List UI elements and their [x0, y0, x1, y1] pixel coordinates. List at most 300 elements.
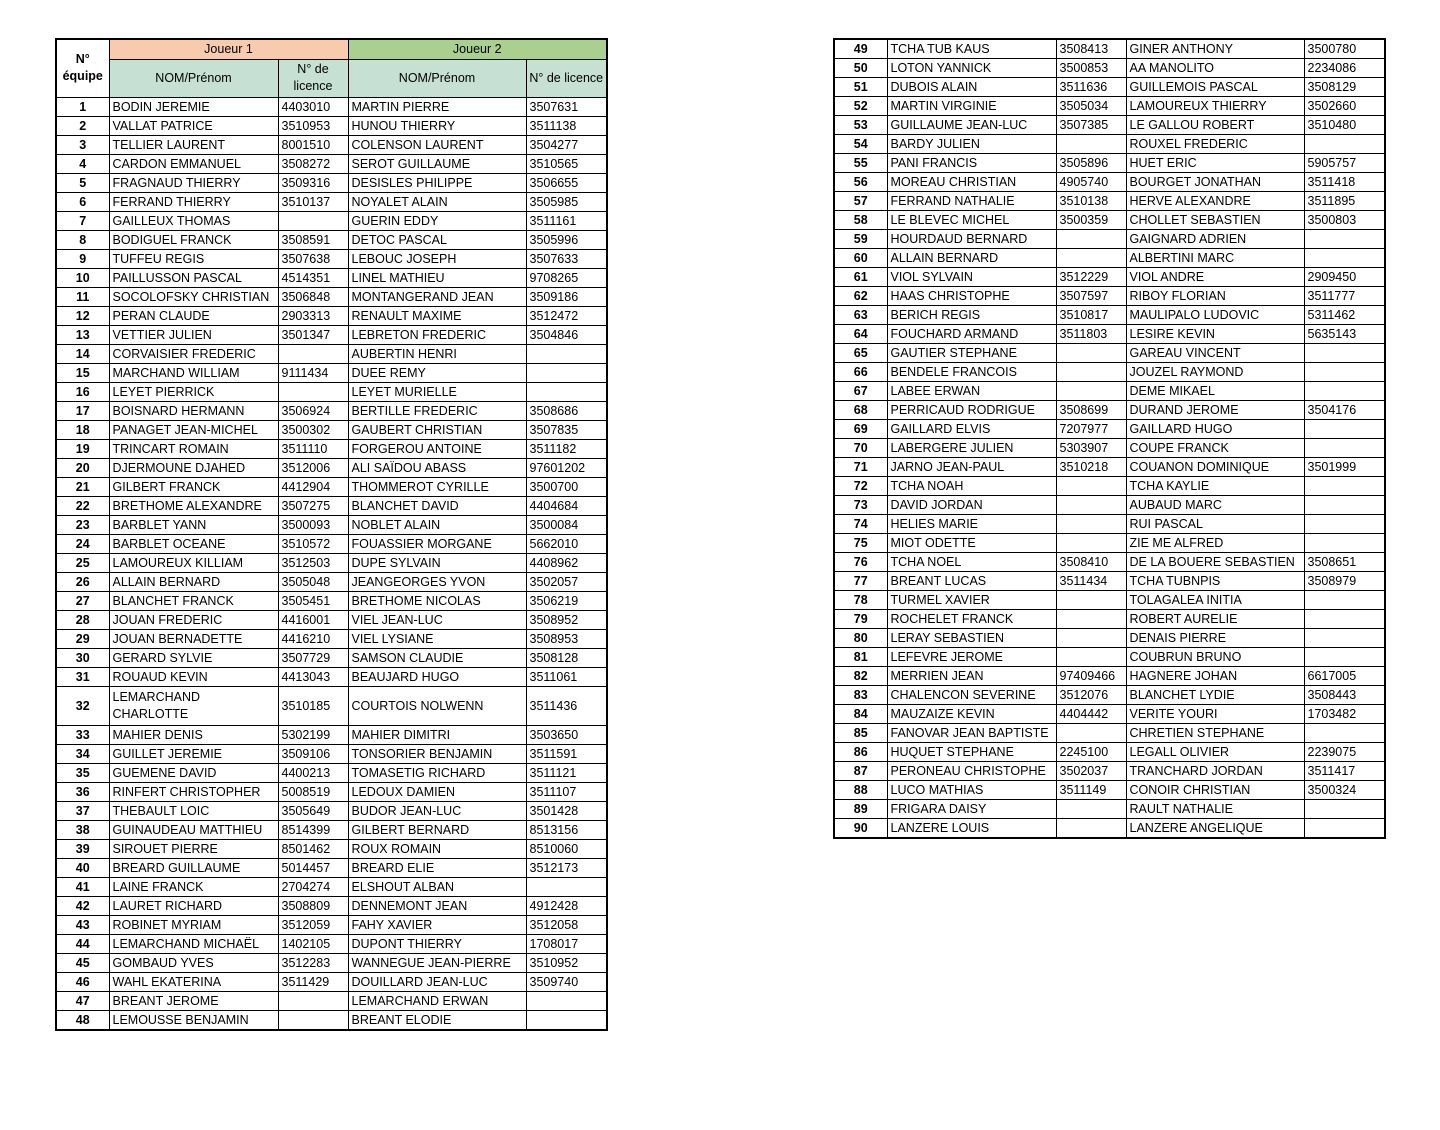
player2-name: GAIGNARD ADRIEN — [1126, 230, 1304, 249]
player1-licence: 3508272 — [278, 154, 348, 173]
player2-licence — [1304, 819, 1385, 839]
player2-name: BREANT ELODIE — [348, 1010, 526, 1030]
player1-name: TCHA NOAH — [887, 477, 1056, 496]
team-number: 45 — [56, 953, 109, 972]
player2-name: ROBERT AURELIE — [1126, 610, 1304, 629]
table-row — [834, 591, 1385, 610]
team-number: 54 — [834, 135, 887, 154]
player1-licence: 2245100 — [1056, 743, 1126, 762]
player2-name: TONSORIER BENJAMIN — [348, 744, 526, 763]
team-number: 23 — [56, 515, 109, 534]
table-row — [834, 382, 1385, 401]
team-number: 27 — [56, 591, 109, 610]
player1-licence: 3506924 — [278, 401, 348, 420]
player2-licence: 3502660 — [1304, 97, 1385, 116]
team-number: 69 — [834, 420, 887, 439]
player1-licence — [1056, 629, 1126, 648]
player2-licence — [1304, 363, 1385, 382]
table-row — [56, 572, 607, 591]
table-row — [56, 116, 607, 135]
table-row — [56, 401, 607, 420]
player1-licence: 3508410 — [1056, 553, 1126, 572]
player1-licence: 3512503 — [278, 553, 348, 572]
team-number: 32 — [56, 686, 109, 725]
player2-name: DEME MIKAEL — [1126, 382, 1304, 401]
player1-licence: 3512059 — [278, 915, 348, 934]
player2-name: RUI PASCAL — [1126, 515, 1304, 534]
table-row — [56, 744, 607, 763]
table-row — [56, 154, 607, 173]
player1-licence — [278, 211, 348, 230]
player2-name: DURAND JEROME — [1126, 401, 1304, 420]
team-number: 51 — [834, 78, 887, 97]
table-row — [834, 78, 1385, 97]
player1-licence: 3501347 — [278, 325, 348, 344]
player1-name: THEBAULT LOIC — [109, 801, 278, 820]
player1-name: TUFFEU REGIS — [109, 249, 278, 268]
table-row — [56, 363, 607, 382]
team-number-header: N° équipe — [56, 39, 109, 97]
team-number: 6 — [56, 192, 109, 211]
player1-name: PERRICAUD RODRIGUE — [887, 401, 1056, 420]
player2-licence: 3511121 — [526, 763, 607, 782]
player2-name: LEYET MURIELLE — [348, 382, 526, 401]
player1-licence: 3511803 — [1056, 325, 1126, 344]
player2-licence: 3500803 — [1304, 211, 1385, 230]
player1-name: BENDELE FRANCOIS — [887, 363, 1056, 382]
player1-licence: 3510218 — [1056, 458, 1126, 477]
table-row — [56, 972, 607, 991]
player2-licence: 3503650 — [526, 725, 607, 744]
player1-licence: 2903313 — [278, 306, 348, 325]
player2-name: VIOL ANDRE — [1126, 268, 1304, 287]
table-row — [56, 458, 607, 477]
table-row — [56, 591, 607, 610]
table-row — [834, 477, 1385, 496]
player1-name: TCHA NOEL — [887, 553, 1056, 572]
team-number: 24 — [56, 534, 109, 553]
player2-name: JOUZEL RAYMOND — [1126, 363, 1304, 382]
team-number: 20 — [56, 458, 109, 477]
player1-licence — [1056, 724, 1126, 743]
player2-licence: 2909450 — [1304, 268, 1385, 287]
player1-name: JOUAN FREDERIC — [109, 610, 278, 629]
table-row — [834, 439, 1385, 458]
table-row — [834, 781, 1385, 800]
player1-name: LEFEVRE JEROME — [887, 648, 1056, 667]
team-number: 7 — [56, 211, 109, 230]
player2-licence — [1304, 135, 1385, 154]
player2-name: BREARD ELIE — [348, 858, 526, 877]
player2-name: MAHIER DIMITRI — [348, 725, 526, 744]
player2-name: COUPE FRANCK — [1126, 439, 1304, 458]
player1-name: HAAS CHRISTOPHE — [887, 287, 1056, 306]
player1-licence: 3512006 — [278, 458, 348, 477]
player2-name: GILBERT BERNARD — [348, 820, 526, 839]
player1-name: BLANCHET FRANCK — [109, 591, 278, 610]
player2-licence: 3500084 — [526, 515, 607, 534]
player2-licence — [1304, 515, 1385, 534]
player1-name: TURMEL XAVIER — [887, 591, 1056, 610]
team-number: 25 — [56, 553, 109, 572]
player1-licence: 3507385 — [1056, 116, 1126, 135]
team-number: 5 — [56, 173, 109, 192]
player2-name: THOMMEROT CYRILLE — [348, 477, 526, 496]
player2-name: TCHA KAYLIE — [1126, 477, 1304, 496]
player2-name: DENAIS PIERRE — [1126, 629, 1304, 648]
player1-name: CARDON EMMANUEL — [109, 154, 278, 173]
player2-name: BOURGET JONATHAN — [1126, 173, 1304, 192]
player1-licence — [1056, 515, 1126, 534]
player1-licence: 4400213 — [278, 763, 348, 782]
table-row — [834, 534, 1385, 553]
player1-name: GAILLEUX THOMAS — [109, 211, 278, 230]
player1-licence — [1056, 135, 1126, 154]
table-row — [56, 420, 607, 439]
player2-name: DESISLES PHILIPPE — [348, 173, 526, 192]
player2-name: CONOIR CHRISTIAN — [1126, 781, 1304, 800]
player1-name: FRIGARA DAISY — [887, 800, 1056, 819]
player1-name: MOREAU CHRISTIAN — [887, 173, 1056, 192]
player1-name: GUILLAUME JEAN-LUC — [887, 116, 1056, 135]
table-row — [56, 344, 607, 363]
player1-name: JARNO JEAN-PAUL — [887, 458, 1056, 477]
player2-name: MAULIPALO LUDOVIC — [1126, 306, 1304, 325]
table-row — [56, 325, 607, 344]
player1-name: GUILLET JEREMIE — [109, 744, 278, 763]
player2-licence — [1304, 496, 1385, 515]
player2-licence: 3504846 — [526, 325, 607, 344]
player1-licence: 3500302 — [278, 420, 348, 439]
player1-licence: 3510953 — [278, 116, 348, 135]
player2-name: LEBRETON FREDERIC — [348, 325, 526, 344]
player2-licence: 4912428 — [526, 896, 607, 915]
player1-name: BOISNARD HERMANN — [109, 401, 278, 420]
player1-licence: 3511434 — [1056, 572, 1126, 591]
player2-licence: 2239075 — [1304, 743, 1385, 762]
player1-licence: 1402105 — [278, 934, 348, 953]
player2-name: AA MANOLITO — [1126, 59, 1304, 78]
player1-licence: 3512229 — [1056, 268, 1126, 287]
player1-name: LERAY SEBASTIEN — [887, 629, 1056, 648]
player1-licence-header: N° de licence — [278, 59, 348, 97]
player2-name: LINEL MATHIEU — [348, 268, 526, 287]
team-number: 55 — [834, 154, 887, 173]
player1-licence: 7207977 — [1056, 420, 1126, 439]
player1-licence: 3507597 — [1056, 287, 1126, 306]
table-row — [56, 820, 607, 839]
team-number: 2 — [56, 116, 109, 135]
player2-name: LAMOUREUX THIERRY — [1126, 97, 1304, 116]
player1-name: LANZERE LOUIS — [887, 819, 1056, 839]
table-row — [834, 648, 1385, 667]
team-number: 57 — [834, 192, 887, 211]
table-row — [834, 724, 1385, 743]
player1-name: BERICH REGIS — [887, 306, 1056, 325]
team-number: 3 — [56, 135, 109, 154]
team-number: 65 — [834, 344, 887, 363]
player2-name: FOUASSIER MORGANE — [348, 534, 526, 553]
player2-name: DOUILLARD JEAN-LUC — [348, 972, 526, 991]
player1-licence: 3500093 — [278, 515, 348, 534]
player1-name: ALLAIN BERNARD — [109, 572, 278, 591]
player1-name: BREARD GUILLAUME — [109, 858, 278, 877]
player1-licence: 97409466 — [1056, 667, 1126, 686]
table-row — [834, 553, 1385, 572]
player1-licence: 4416001 — [278, 610, 348, 629]
table-row — [56, 610, 607, 629]
team-number: 46 — [56, 972, 109, 991]
player2-name: NOYALET ALAIN — [348, 192, 526, 211]
player1-licence — [1056, 800, 1126, 819]
player1-name: FANOVAR JEAN BAPTISTE — [887, 724, 1056, 743]
team-number: 74 — [834, 515, 887, 534]
player2-licence: 3511138 — [526, 116, 607, 135]
table-row — [56, 1010, 607, 1030]
player1-name: GAILLARD ELVIS — [887, 420, 1056, 439]
player2-licence: 3512472 — [526, 306, 607, 325]
table-row — [834, 515, 1385, 534]
player2-name: TOLAGALEA INITIA — [1126, 591, 1304, 610]
team-number: 66 — [834, 363, 887, 382]
player2-licence — [1304, 230, 1385, 249]
player1-licence: 3507275 — [278, 496, 348, 515]
player2-licence — [526, 1010, 607, 1030]
player2-name: MONTANGERAND JEAN — [348, 287, 526, 306]
table-row — [56, 515, 607, 534]
player1-name: BARBLET YANN — [109, 515, 278, 534]
player1-licence: 3512076 — [1056, 686, 1126, 705]
player1-name: PERAN CLAUDE — [109, 306, 278, 325]
player2-licence — [1304, 534, 1385, 553]
team-number: 26 — [56, 572, 109, 591]
player2-name: ZIE ME ALFRED — [1126, 534, 1304, 553]
player2-licence: 1708017 — [526, 934, 607, 953]
player2-name: HERVE ALEXANDRE — [1126, 192, 1304, 211]
player2-licence: 6617005 — [1304, 667, 1385, 686]
team-number: 59 — [834, 230, 887, 249]
team-number: 28 — [56, 610, 109, 629]
player2-licence: 3500700 — [526, 477, 607, 496]
table-row — [834, 344, 1385, 363]
table-row — [56, 249, 607, 268]
player2-licence: 2234086 — [1304, 59, 1385, 78]
team-number: 83 — [834, 686, 887, 705]
table-row — [834, 610, 1385, 629]
team-number: 61 — [834, 268, 887, 287]
player2-licence: 3512173 — [526, 858, 607, 877]
player1-licence: 3510572 — [278, 534, 348, 553]
table-row — [56, 725, 607, 744]
player1-licence — [278, 991, 348, 1010]
player2-name: GAUBERT CHRISTIAN — [348, 420, 526, 439]
player2-licence: 5905757 — [1304, 154, 1385, 173]
table-row — [56, 877, 607, 896]
table-row — [56, 763, 607, 782]
table-row — [834, 420, 1385, 439]
player1-name: TCHA TUB KAUS — [887, 39, 1056, 59]
player1-name: MARCHAND WILLIAM — [109, 363, 278, 382]
player2-licence: 3504176 — [1304, 401, 1385, 420]
player1-name: ALLAIN BERNARD — [887, 249, 1056, 268]
player2-name: MARTIN PIERRE — [348, 97, 526, 116]
player1-licence: 3508591 — [278, 230, 348, 249]
player1-licence: 5302199 — [278, 725, 348, 744]
player1-licence: 4412904 — [278, 477, 348, 496]
player2-licence: 8510060 — [526, 839, 607, 858]
player1-name: FERRAND THIERRY — [109, 192, 278, 211]
player2-licence — [1304, 648, 1385, 667]
player1-licence — [1056, 363, 1126, 382]
table-row — [834, 116, 1385, 135]
team-number: 21 — [56, 477, 109, 496]
team-number: 18 — [56, 420, 109, 439]
team-number: 4 — [56, 154, 109, 173]
right-table-body — [834, 39, 1385, 838]
table-row — [56, 382, 607, 401]
player1-name: SIROUET PIERRE — [109, 839, 278, 858]
player2-name: COURTOIS NOLWENN — [348, 686, 526, 725]
player2-licence — [1304, 439, 1385, 458]
team-number: 42 — [56, 896, 109, 915]
player2-name: BRETHOME NICOLAS — [348, 591, 526, 610]
team-number: 15 — [56, 363, 109, 382]
player1-licence: 3505034 — [1056, 97, 1126, 116]
player2-licence — [1304, 591, 1385, 610]
player2-licence: 3511777 — [1304, 287, 1385, 306]
team-number: 68 — [834, 401, 887, 420]
team-number: 78 — [834, 591, 887, 610]
team-number: 56 — [834, 173, 887, 192]
player2-licence: 1703482 — [1304, 705, 1385, 724]
player2-licence: 3508953 — [526, 629, 607, 648]
player1-name: MAHIER DENIS — [109, 725, 278, 744]
player1-licence: 3511110 — [278, 439, 348, 458]
team-number: 73 — [834, 496, 887, 515]
player2-name: GINER ANTHONY — [1126, 39, 1304, 59]
player1-licence — [1056, 591, 1126, 610]
table-row — [56, 801, 607, 820]
player1-licence — [278, 1010, 348, 1030]
player1-name: FERRAND NATHALIE — [887, 192, 1056, 211]
player1-licence: 3509106 — [278, 744, 348, 763]
player1-name: LUCO MATHIAS — [887, 781, 1056, 800]
table-row — [56, 97, 607, 116]
player2-name: RIBOY FLORIAN — [1126, 287, 1304, 306]
player1-licence — [1056, 819, 1126, 839]
player1-name: DAVID JORDAN — [887, 496, 1056, 515]
player2-licence: 3509740 — [526, 972, 607, 991]
player1-name: LABERGERE JULIEN — [887, 439, 1056, 458]
player2-licence: 4408962 — [526, 553, 607, 572]
team-number: 19 — [56, 439, 109, 458]
player2-licence: 4404684 — [526, 496, 607, 515]
team-number: 1 — [56, 97, 109, 116]
table-row — [834, 97, 1385, 116]
player2-licence: 97601202 — [526, 458, 607, 477]
player1-name: GILBERT FRANCK — [109, 477, 278, 496]
table-row — [56, 496, 607, 515]
team-number: 86 — [834, 743, 887, 762]
player2-name: HUET ERIC — [1126, 154, 1304, 173]
player2-licence — [1304, 629, 1385, 648]
player2-name: RAULT NATHALIE — [1126, 800, 1304, 819]
player2-name: ROUX ROMAIN — [348, 839, 526, 858]
player2-licence: 3504277 — [526, 135, 607, 154]
player1-name: SOCOLOFSKY CHRISTIAN — [109, 287, 278, 306]
player2-name: BUDOR JEAN-LUC — [348, 801, 526, 820]
player2-licence — [526, 877, 607, 896]
player2-name: FAHY XAVIER — [348, 915, 526, 934]
player1-name: PANI FRANCIS — [887, 154, 1056, 173]
table-row — [834, 306, 1385, 325]
team-number: 41 — [56, 877, 109, 896]
table-row — [56, 686, 607, 725]
player1-name: HELIES MARIE — [887, 515, 1056, 534]
team-number: 81 — [834, 648, 887, 667]
player2-name: ELSHOUT ALBAN — [348, 877, 526, 896]
player2-name: DENNEMONT JEAN — [348, 896, 526, 915]
player1-name: PANAGET JEAN-MICHEL — [109, 420, 278, 439]
player1-name: TELLIER LAURENT — [109, 135, 278, 154]
player2-licence: 3510480 — [1304, 116, 1385, 135]
player2-licence — [526, 344, 607, 363]
player1-name: MARTIN VIRGINIE — [887, 97, 1056, 116]
player1-name: VALLAT PATRICE — [109, 116, 278, 135]
table-row — [834, 59, 1385, 78]
player1-licence: 3512283 — [278, 953, 348, 972]
team-number: 70 — [834, 439, 887, 458]
team-number: 88 — [834, 781, 887, 800]
table-row — [834, 211, 1385, 230]
player2-licence: 3506655 — [526, 173, 607, 192]
team-number: 22 — [56, 496, 109, 515]
player1-name: VETTIER JULIEN — [109, 325, 278, 344]
team-number: 29 — [56, 629, 109, 648]
player1-name: LAURET RICHARD — [109, 896, 278, 915]
player2-name: BLANCHET DAVID — [348, 496, 526, 515]
player2-licence-header: N° de licence — [526, 59, 607, 97]
player1-name: HOURDAUD BERNARD — [887, 230, 1056, 249]
player2-header: Joueur 2 — [348, 39, 607, 59]
player1-licence — [278, 344, 348, 363]
table-row — [834, 230, 1385, 249]
player1-name: JOUAN BERNADETTE — [109, 629, 278, 648]
player1-name: BODIGUEL FRANCK — [109, 230, 278, 249]
player1-licence: 4905740 — [1056, 173, 1126, 192]
player2-name: LE GALLOU ROBERT — [1126, 116, 1304, 135]
team-number: 48 — [56, 1010, 109, 1030]
player2-licence: 3507631 — [526, 97, 607, 116]
table-row — [56, 287, 607, 306]
player1-licence — [1056, 610, 1126, 629]
team-number: 50 — [834, 59, 887, 78]
player1-name: BRETHOME ALEXANDRE — [109, 496, 278, 515]
player1-licence: 3505451 — [278, 591, 348, 610]
player2-name: GAILLARD HUGO — [1126, 420, 1304, 439]
player2-name: BLANCHET LYDIE — [1126, 686, 1304, 705]
table-row — [834, 135, 1385, 154]
player1-name: MAUZAIZE KEVIN — [887, 705, 1056, 724]
team-number: 75 — [834, 534, 887, 553]
team-number: 64 — [834, 325, 887, 344]
player2-licence: 3508686 — [526, 401, 607, 420]
player1-name: HUQUET STEPHANE — [887, 743, 1056, 762]
player2-licence: 3510565 — [526, 154, 607, 173]
player1-licence — [1056, 249, 1126, 268]
player2-name: BERTILLE FREDERIC — [348, 401, 526, 420]
player1-name: FRAGNAUD THIERRY — [109, 173, 278, 192]
